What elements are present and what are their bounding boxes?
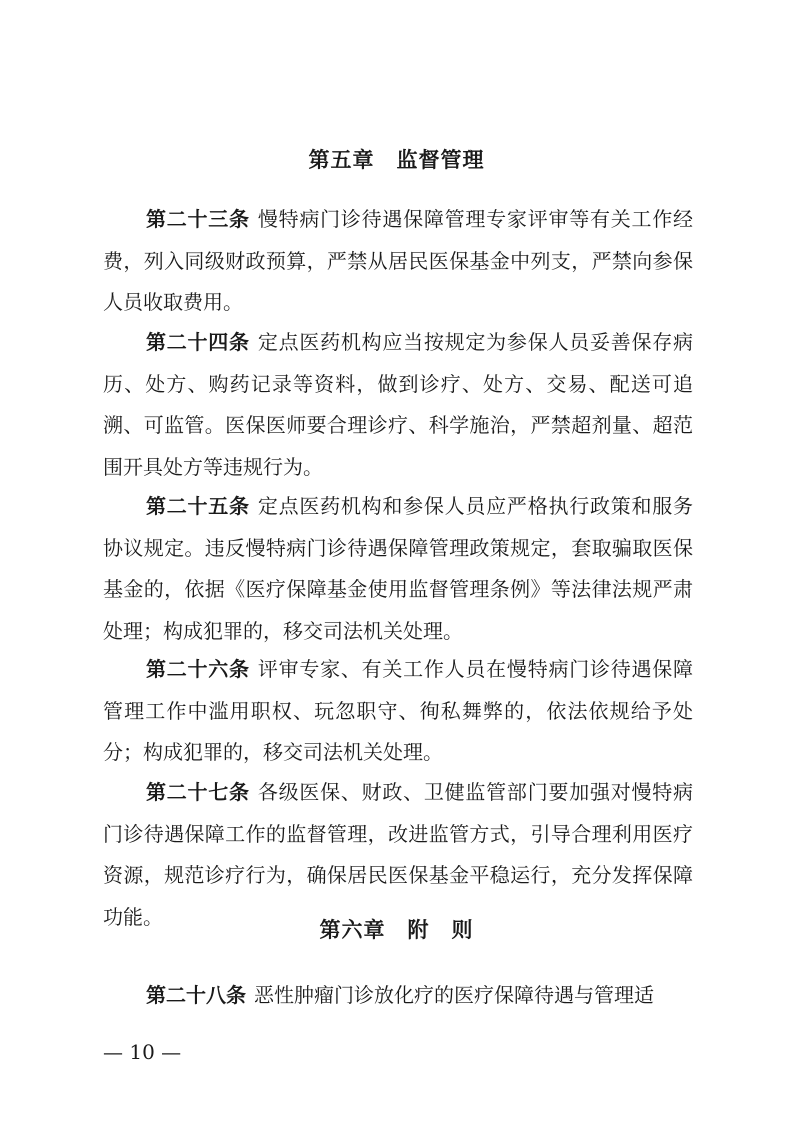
article-number: 第二十六条 — [146, 657, 250, 681]
article-text: 定点医药机构和参保人员应严格执行政策和服务协议规定。违反慢特病门诊待遇保障管理政策规定，套取骗取医保基金的，依据《医疗保障基金使用监督管理条例》等法律法规严肃处理；构成犯罪的，移交司法机关处理。 — [103, 494, 694, 644]
page-number: — 10 — — [103, 1040, 182, 1064]
article-number: 第二十四条 — [146, 330, 250, 354]
article-number: 第二十七条 — [146, 780, 250, 804]
article-number: 第二十八条 — [146, 983, 246, 1007]
article-27 — [103, 772, 693, 939]
article-text: 各级医保、财政、卫健监管部门要加强对慢特病门诊待遇保障工作的监督管理，改进监管方式，引导合理利用医疗资源，规范诊疗行为，确保居民医保基金平稳运行，充分发挥保障功能。 — [103, 780, 694, 930]
chapter-5-heading: 第五章 监督管理 — [308, 148, 485, 172]
article-text: 定点医药机构应当按规定为参保人员妥善保存病历、处方、购药记录等资料，做到诊疗、处方、交易、配送可追溯、可监管。医保医师要合理诊疗、科学施治，严禁超剂量、超范围开具处方等违规行为。 — [103, 330, 694, 480]
article-number: 第二十三条 — [146, 207, 250, 231]
article-26 — [103, 649, 693, 774]
article-text: 恶性肿瘤门诊放化疗的医疗保障待遇与管理适 — [254, 983, 654, 1007]
article-text: 评审专家、有关工作人员在慢特病门诊待遇保障管理工作中滥用职权、玩忽职守、徇私舞弊的，依法依规给予处分；构成犯罪的，移交司法机关处理。 — [103, 657, 694, 765]
article-23 — [103, 199, 693, 324]
article-number: 第二十五条 — [146, 494, 250, 518]
article-text: 慢特病门诊待遇保障管理专家评审等有关工作经费，列入同级财政预算，严禁从居民医保基金中列支，严禁向参保人员收取费用。 — [103, 207, 694, 315]
article-25 — [103, 486, 693, 653]
chapter-6-heading: 第六章 附 则 — [319, 918, 474, 942]
article-28 — [103, 975, 693, 1017]
article-24 — [103, 322, 693, 489]
